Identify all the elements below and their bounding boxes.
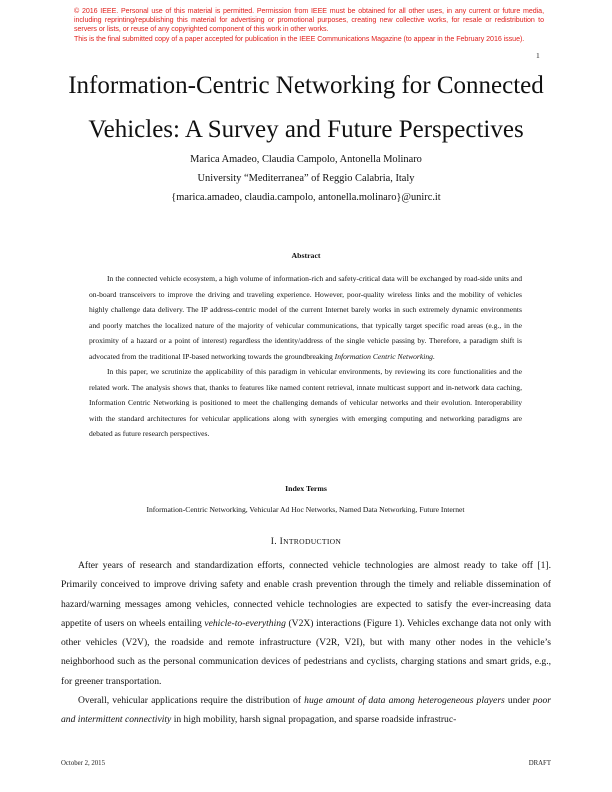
- footer-status: DRAFT: [528, 760, 551, 767]
- abstract-p1-text: In the connected vehicle ecosystem, a high volume of information-rich and safety-critical data will be exchanged by road-side units and on-board transceivers to improve the driving and traveling experience. However, poor-quality wireless links and the mobility of vehicles highly challenge data delivery. The IP address-centric model of the current Internet barely works in such extremely dynamic environments and poorly matches the localized nature of the majority of vehicular communications, that typically target specific road areas (e.g., in the proximity of a hazard or a point of interest) regardless the identity/address of the single vehicle passing by. Therefore, a paradigm shift is advocated from the traditional IP-based networking towards the groundbreaking: [89, 274, 522, 361]
- intro-p1-text-a: After years of research and standardization efforts, connected vehicle technologies are almost ready to take off [1]. Primarily conceived to improve driving safety and enable crash prevention through the timely and reliable dissemination of hazard/warning messages among vehicles, connected vehicle technologies are expected to satisfy the ever-increasing data appetite of users on wheels entailing: [61, 560, 551, 629]
- abstract-paragraph-1: [89, 271, 522, 364]
- index-terms-heading: Index Terms: [285, 484, 327, 493]
- section-heading-introduction: [0, 537, 612, 547]
- abstract-paragraph-2: In this paper, we scrutinize the applicability of this paradigm in vehicular environments, by reviewing its core functionalities and the related work. The analysis shows that, thanks to features like named content retrieval, innate multicast support and in-network data caching, Information Centric Networking is positioned to meet the challenging demands of vehicular networks and their evolution. Interoperability with the standard architectures for vehicular applications along with synergies with emerging computing and networking paradigms are debated as future research perspectives.: [89, 367, 522, 438]
- intro-paragraph-1: [61, 556, 551, 691]
- intro-paragraph-2: [61, 691, 551, 730]
- intro-p2-emphasis-2: poor and intermittent connectivity: [61, 695, 552, 726]
- title-line-2: Vehicles: A Survey and Future Perspectives: [88, 116, 524, 143]
- author-names: Marica Amadeo, Claudia Campolo, Antonella Molinaro: [190, 154, 422, 165]
- abstract-heading: Abstract: [291, 251, 321, 260]
- intro-p1-text-b: (V2X) interactions (Figure 1). Vehicles exchange data not only with other vehicles (V2V), the roadside and remote infrastructure (V2R, V2I), but with many other nodes in the vehicle’s neighborhood such as the personal communication devices of pedestrians and cyclists, charging stations and smart grids, e.g., for greener transportation.: [61, 617, 551, 687]
- intro-p2-emphasis-1: huge amount of data among heterogeneous players: [304, 695, 505, 707]
- abstract-body: [89, 271, 522, 442]
- paper-title: [40, 64, 572, 152]
- page-number: 1: [536, 51, 540, 60]
- intro-p2-text-b: under: [504, 695, 533, 707]
- author-affiliation: University “Mediterranea” of Reggio Calabria, Italy: [197, 173, 415, 184]
- submission-note: This is the final submitted copy of a paper accepted for publication in the IEEE Communications Magazine (to appear in the February 2016 issue).: [74, 34, 525, 43]
- introduction-body: [61, 556, 551, 730]
- section-title-small-caps: NTRODUCTION: [283, 537, 342, 546]
- abstract-p1-emphasis: Information Centric Networking.: [334, 351, 435, 361]
- author-emails: {marica.amadeo, claudia.campolo, antonella.molinaro}@unirc.it: [171, 192, 441, 203]
- index-terms-text: Information-Centric Networking, Vehicular Ad Hoc Networks, Named Data Networking, Future Internet: [146, 505, 465, 514]
- intro-p2-text-c: in high mobility, harsh signal propagation, and sparse roadside infrastruc-: [171, 714, 457, 726]
- copyright-text: © 2016 IEEE. Personal use of this material is permitted. Permission from IEEE must be obtained for all other uses, in any current or future media, including reprinting/republishing this material for advertising or promotional purposes, creating new collective works, for resale or redistribution to servers or lists, or reuse of any copyrighted component of this work in other works.: [74, 7, 544, 34]
- intro-p1-emphasis: vehicle-to-everything: [204, 617, 286, 629]
- section-title-first-letter: I: [279, 537, 284, 547]
- section-number: I.: [270, 537, 280, 547]
- title-line-1: Information-Centric Networking for Connected: [68, 72, 544, 99]
- copyright-notice: [74, 7, 544, 44]
- author-block: [0, 150, 612, 207]
- intro-p2-text-a: Overall, vehicular applications require the distribution of: [78, 695, 305, 707]
- footer-date: October 2, 2015: [61, 760, 105, 767]
